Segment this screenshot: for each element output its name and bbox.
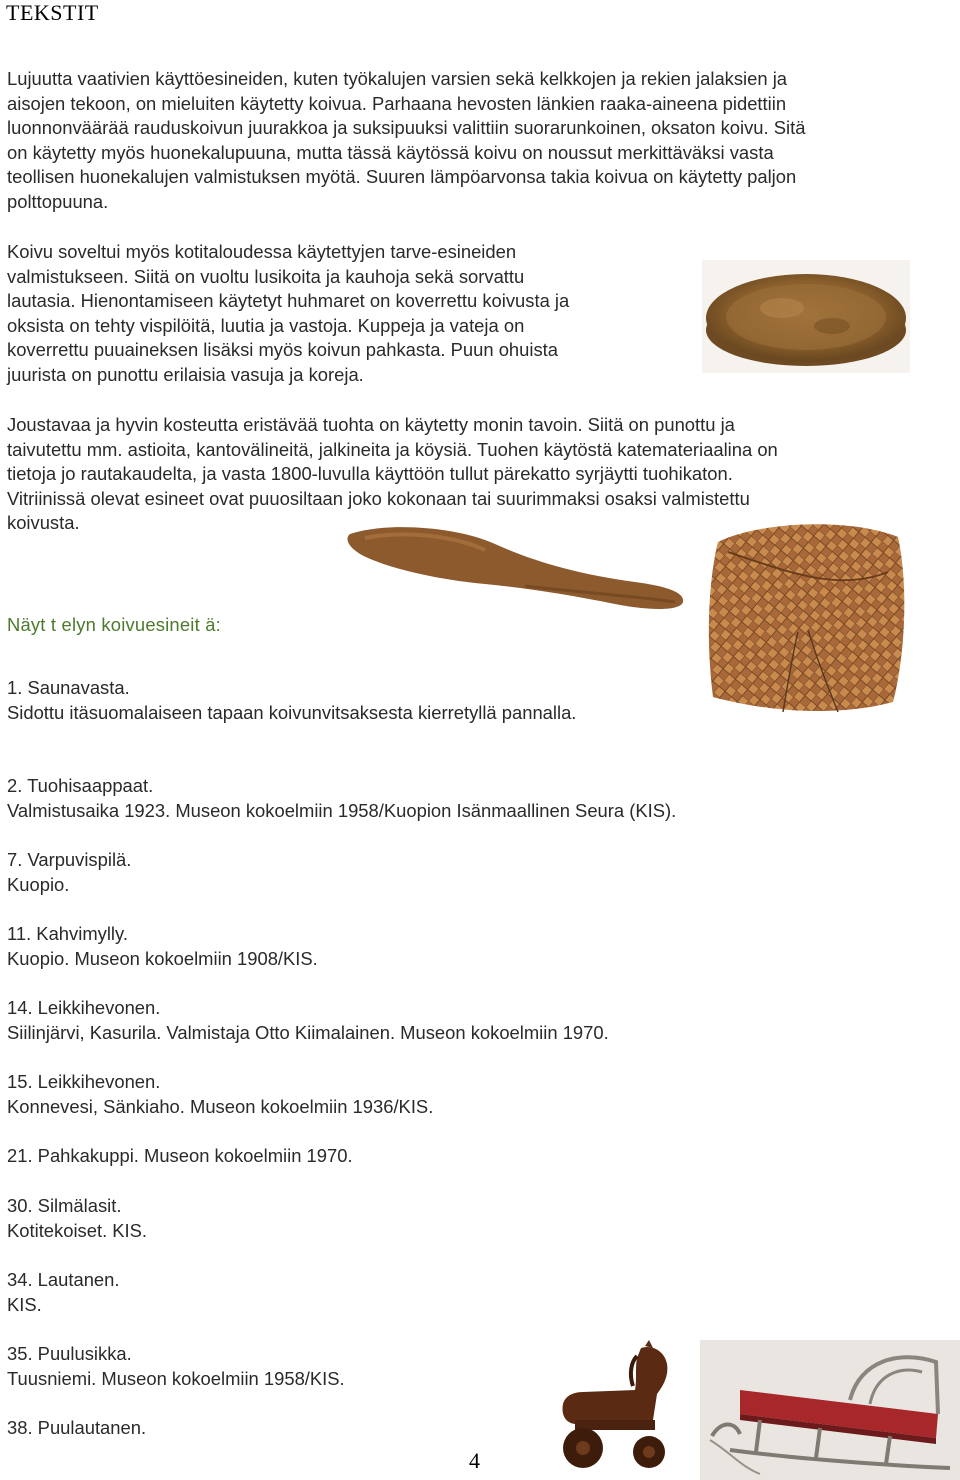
item-detail: Kotitekoiset. KIS. — [7, 1219, 148, 1241]
list-item — [7, 1342, 345, 1391]
list-item — [7, 676, 576, 725]
text-line: oksista on tehty vispilöitä, luutia ja vastoja. Kuppeja ja vateja on — [7, 314, 525, 336]
list-item — [7, 774, 676, 823]
list-item — [7, 1268, 120, 1317]
item-title: 21. Pahkakuppi. Museon kokoelmiin 1970. — [7, 1145, 353, 1166]
toy-horse-photo — [553, 1340, 683, 1480]
page-number: 4 — [469, 1448, 480, 1473]
page-title: TEKSTIT — [6, 0, 99, 25]
text-line: koivusta. — [7, 512, 80, 534]
text-line: valmistukseen. Siitä on vuoltu lusikoita ja kauhoja sekä sorvattu — [7, 265, 525, 287]
item-detail: Siilinjärvi, Kasurila. Valmistaja Otto Kiimalainen. Museon kokoelmiin 1970. — [7, 1021, 609, 1043]
text-line: koverrettu puuaineksen lisäksi myös koivun pahkasta. Puun ohuista — [7, 339, 559, 361]
item-title: 30. Silmälasit. — [7, 1195, 122, 1216]
item-title: 38. Puulautanen. — [7, 1417, 147, 1438]
paragraph-birch-bark — [7, 413, 778, 536]
list-item — [7, 1194, 147, 1243]
text-line: teollisen huonekalujen valmistuksen myötä. Suuren lämpöarvonsa takia koivua on käytetty paljon — [7, 166, 797, 188]
sled-photo — [700, 1340, 960, 1480]
paragraph-wood-uses — [7, 67, 805, 215]
item-title: 11. Kahvimylly. — [7, 923, 128, 944]
item-title: 1. Saunavasta. — [7, 677, 130, 698]
text-line: aisojen tekoon, on mieluiten käytetty koivua. Parhaana hevosten länkien raaka-aineena pidettiin — [7, 92, 787, 114]
text-line: on käytetty myös huonekalupuuna, mutta tässä käytössä koivu on noussut merkittäväksi vasta — [7, 141, 774, 163]
list-item — [7, 848, 131, 897]
text-line: Koivu soveltui myös kotitaloudessa käytettyjen tarve-esineiden — [7, 241, 517, 262]
item-title: 15. Leikkihevonen. — [7, 1071, 161, 1092]
text-line: lautasia. Hienontamiseen käytetyt huhmaret on koverrettu koivusta ja — [7, 290, 570, 312]
item-title: 7. Varpuvispilä. — [7, 849, 132, 870]
list-item — [7, 996, 609, 1045]
text-line: polttopuuna. — [7, 190, 109, 212]
item-title: 2. Tuohisaappaat. — [7, 775, 154, 796]
text-line: taivutettu mm. astioita, kantovälineitä, jalkineita ja köysiä. Tuohen käytöstä katemateriaalina on — [7, 438, 778, 460]
item-detail: Kuopio. — [7, 873, 70, 895]
list-item — [7, 1070, 433, 1119]
item-title: 14. Leikkihevonen. — [7, 997, 161, 1018]
list-item — [7, 1144, 353, 1169]
text-line: Joustavaa ja hyvin kosteutta eristävää tuohta on käytetty monin tavoin. Siitä on punottu ja — [7, 414, 735, 435]
item-detail: KIS. — [7, 1293, 42, 1315]
item-detail: Valmistusaika 1923. Museon kokoelmiin 1958/Kuopion Isänmaallinen Seura (KIS). — [7, 799, 677, 821]
text-line: juurista on punottu erilaisia vasuja ja koreja. — [7, 363, 364, 385]
item-detail: Sidottu itäsuomalaiseen tapaan koivunvitsaksesta kierretyllä pannalla. — [7, 701, 577, 723]
item-title: 34. Lautanen. — [7, 1269, 120, 1290]
text-line: tietoja jo rautakaudelta, ja vasta 1800-luvulla käyttöön tullut pärekatto syrjäytti tuohikaton. — [7, 463, 733, 485]
item-detail: Konnevesi, Sänkiaho. Museon kokoelmiin 1936/KIS. — [7, 1095, 434, 1117]
paragraph-household-items — [7, 240, 569, 388]
item-detail: Tuusniemi. Museon kokoelmiin 1958/KIS. — [7, 1367, 345, 1389]
list-item — [7, 1416, 146, 1441]
wooden-plate-photo — [702, 260, 910, 373]
birch-bark-basket-photo — [698, 512, 910, 718]
exhibit-heading: Näyt t elyn koivuesineit ä: — [7, 614, 221, 635]
text-line: Lujuutta vaativien käyttöesineiden, kuten työkalujen varsien sekä kelkkojen ja rekien jalaksien ja — [7, 68, 788, 89]
item-title: 35. Puulusikka. — [7, 1343, 132, 1364]
item-detail: Kuopio. Museon kokoelmiin 1908/KIS. — [7, 947, 318, 969]
text-line: Vitriinissä olevat esineet ovat puuosiltaan joko kokonaan tai suurimmaksi osaksi valmistettu — [7, 487, 750, 509]
list-item — [7, 922, 318, 971]
text-line: luonnonväärää rauduskoivun juurakkoa ja suksipuuksi valittiin suorarunkoinen, oksaton koivu. Sitä — [7, 117, 806, 139]
wooden-spoon-photo — [345, 522, 690, 614]
